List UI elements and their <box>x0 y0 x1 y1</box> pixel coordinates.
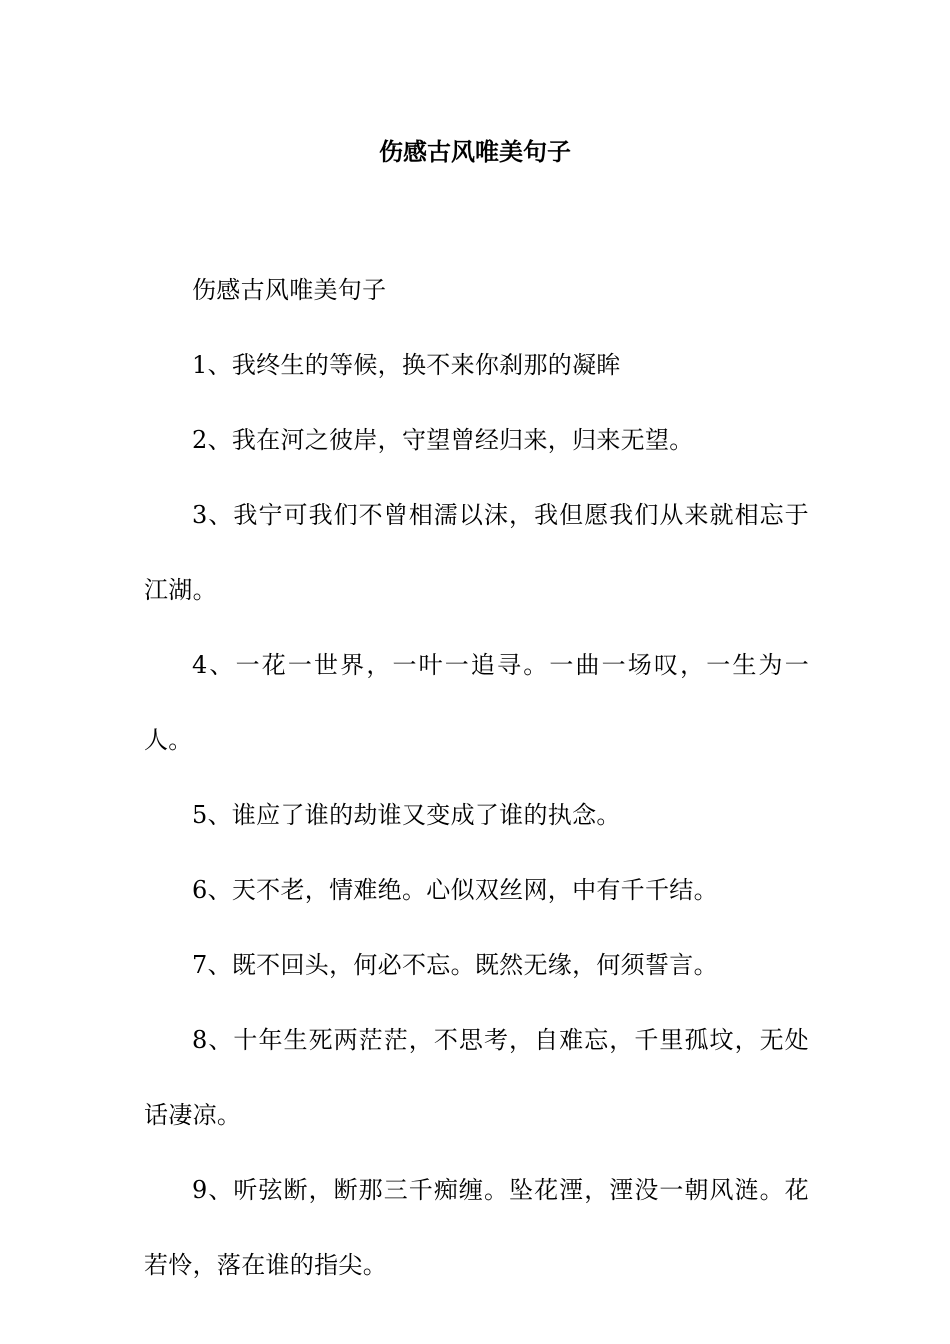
paragraph-item-7: 7、既不回头，何必不忘。既然无缘，何须誓言。 <box>192 951 718 979</box>
paragraph-item-4: 4、一花一世界，一叶一追寻。一曲一场叹，一生为一人。 <box>144 651 809 754</box>
paragraph-item-5: 5、谁应了谁的劫谁又变成了谁的执念。 <box>192 801 621 829</box>
paragraph-item-1: 1、我终生的等候，换不来你刹那的凝眸 <box>192 351 621 379</box>
paragraph-item-6: 6、天不老，情难绝。心似双丝网，中有千千结。 <box>192 876 718 904</box>
paragraph-item-2: 2、我在河之彼岸，守望曾经归来，归来无望。 <box>192 426 694 454</box>
document-title: 伤感古风唯美句子 <box>379 137 571 166</box>
paragraph-heading: 伤感古风唯美句子 <box>192 276 387 304</box>
paragraph-item-8: 8、十年生死两茫茫，不思考，自难忘，千里孤坟，无处话凄凉。 <box>144 1026 809 1129</box>
document-body <box>144 253 809 1303</box>
paragraph-item-3: 3、我宁可我们不曾相濡以沫，我但愿我们从来就相忘于江湖。 <box>144 501 809 604</box>
paragraph-item-9: 9、听弦断，断那三千痴缠。坠花湮，湮没一朝风涟。花若怜，落在谁的指尖。 <box>144 1176 809 1279</box>
